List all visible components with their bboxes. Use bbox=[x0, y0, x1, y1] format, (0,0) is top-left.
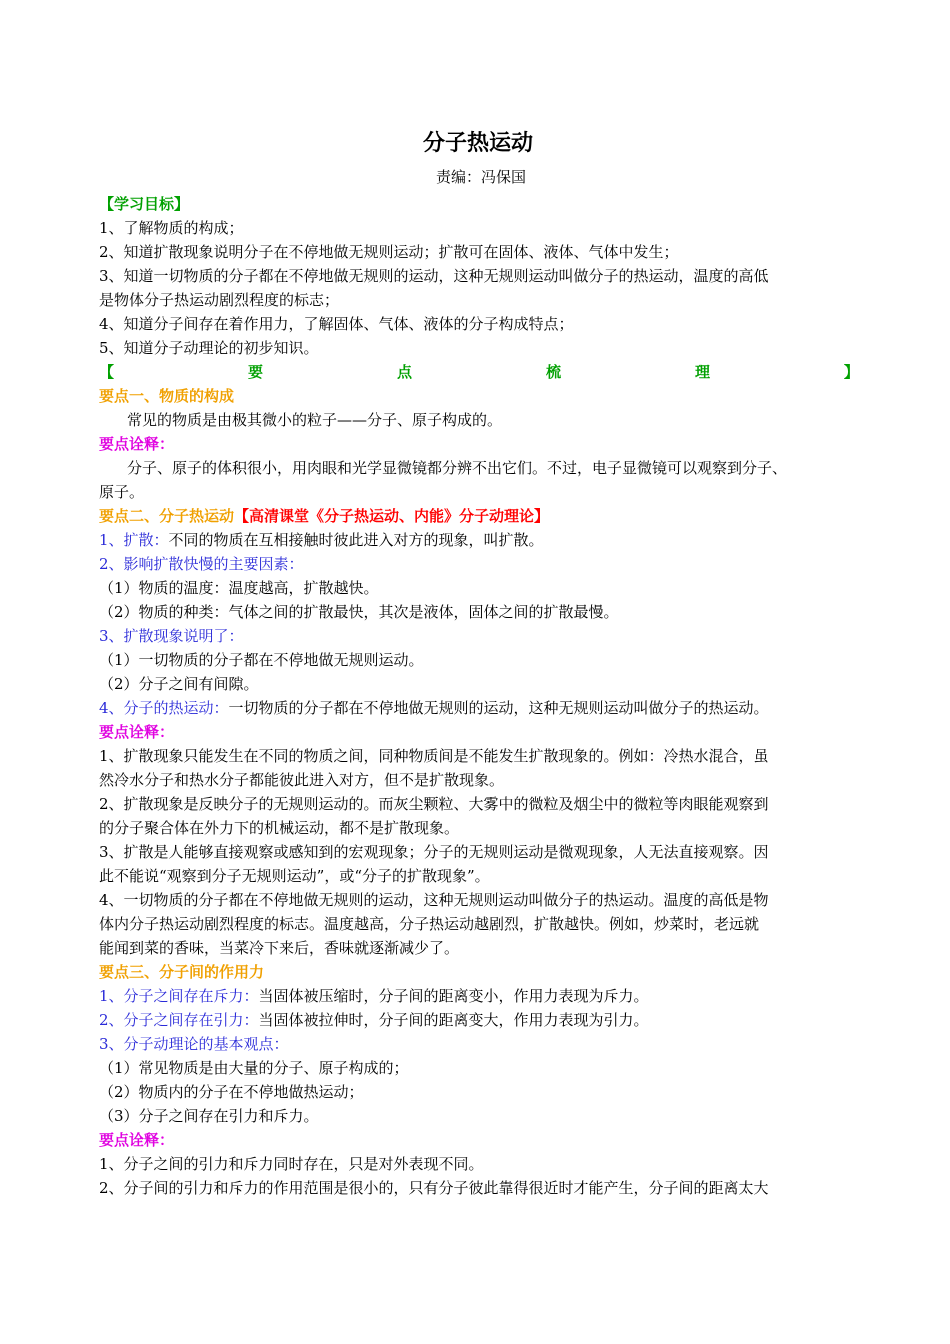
outline-char: 【 bbox=[99, 363, 115, 381]
point2-item1-label: 1、扩散： bbox=[99, 531, 169, 549]
point3-item3-sub: （3）分子之间存在引力和斥力。 bbox=[99, 1107, 319, 1125]
point1-note-line: 原子。 bbox=[99, 483, 145, 501]
point1-note-line: 分子、原子的体积很小，用肉眼和光学显微镜都分辨不出它们。不过，电子显微镜可以观察到分子、 bbox=[127, 459, 788, 477]
point3-note-line: 1、分子之间的引力和斥力同时存在，只是对外表现不同。 bbox=[99, 1155, 484, 1173]
point3-item2-label: 2、分子之间存在引力： bbox=[99, 1011, 259, 1029]
point2-item1-text: 不同的物质在互相接触时彼此进入对方的现象，叫扩散。 bbox=[168, 531, 544, 549]
goal-item: 2、知道扩散现象说明分子在不停地做无规则运动；扩散可在固体、液体、气体中发生； bbox=[99, 243, 679, 261]
point2-note-line: 能闻到菜的香味，当菜冷下来后，香味就逐渐减少了。 bbox=[99, 939, 460, 957]
point2-note-line: 体内分子热运动剧烈程度的标志。温度越高，分子热运动越剧烈，扩散越快。例如，炒菜时，老远就 bbox=[99, 915, 760, 933]
point2-item2-label: 2、影响扩散快慢的主要因素： bbox=[99, 555, 304, 573]
point2-item3-sub: （2）分子之间有间隙。 bbox=[99, 675, 259, 693]
outline-char: 梳 bbox=[545, 363, 561, 381]
outline-char: 】 bbox=[843, 363, 859, 381]
point3-item3-sub: （2）物质内的分子在不停地做热运动； bbox=[99, 1083, 364, 1101]
point3-item3-sub: （1）常见物质是由大量的分子、原子构成的； bbox=[99, 1059, 409, 1077]
point2-note-line: 的分子聚合体在外力下的机械运动，都不是扩散现象。 bbox=[99, 819, 460, 837]
point2-item4-label: 4、分子的热运动： bbox=[99, 699, 229, 717]
point2-note-line: 1、扩散现象只能发生在不同的物质之间，同种物质间是不能发生扩散现象的。例如：冷热水混合，虽 bbox=[99, 747, 769, 765]
outline-heading bbox=[99, 360, 859, 384]
outline-char: 点 bbox=[396, 363, 412, 381]
point2-item3-sub: （1）一切物质的分子都在不停地做无规则运动。 bbox=[99, 651, 424, 669]
document-page bbox=[99, 126, 859, 1200]
goal-item: 1、了解物质的构成； bbox=[99, 219, 244, 237]
goal-item: 是物体分子热运动剧烈程度的标志； bbox=[99, 291, 340, 309]
point3-item1-text: 当固体被压缩时，分子间的距离变小，作用力表现为斥力。 bbox=[258, 987, 649, 1005]
point3-heading: 要点三、分子间的作用力 bbox=[99, 963, 265, 981]
goal-item: 4、知道分子间存在着作用力，了解固体、气体、液体的分子构成特点； bbox=[99, 315, 574, 333]
point2-note-line: 3、扩散是人能够直接观察或感知到的宏观现象；分子的无规则运动是微观现象，人无法直接观察。因 bbox=[99, 843, 769, 861]
point2-note-line: 4、一切物质的分子都在不停地做无规则的运动，这种无规则运动叫做分子的热运动。温度的高低是物 bbox=[99, 891, 769, 909]
point2-note-line: 此不能说“观察到分子无规则运动”，或“分子的扩散现象”。 bbox=[99, 867, 490, 885]
editor-line: 责编：冯保国 bbox=[435, 168, 526, 186]
page-title: 分子热运动 bbox=[422, 131, 533, 156]
point3-item3-label: 3、分子动理论的基本观点： bbox=[99, 1035, 289, 1053]
point2-item2-sub: （1）物质的温度：温度越高，扩散越快。 bbox=[99, 579, 379, 597]
point2-item bbox=[99, 696, 859, 720]
point2-note-heading: 要点诠释： bbox=[99, 723, 175, 741]
point2-item2-sub: （2）物质的种类：气体之间的扩散最快，其次是液体，固体之间的扩散最慢。 bbox=[99, 603, 619, 621]
point3-item bbox=[99, 984, 859, 1008]
point3-note-heading: 要点诠释： bbox=[99, 1131, 175, 1149]
point2-note-line: 2、扩散现象是反映分子的无规则运动的。而灰尘颗粒、大雾中的微粒及烟尘中的微粒等肉眼能观察到 bbox=[99, 795, 769, 813]
point2-item4-text: 一切物质的分子都在不停地做无规则的运动，这种无规则运动叫做分子的热运动。 bbox=[228, 699, 769, 717]
point3-item2-text: 当固体被拉伸时，分子间的距离变大，作用力表现为引力。 bbox=[258, 1011, 649, 1029]
point2-heading-line bbox=[99, 504, 859, 528]
goals-heading: 【学习目标】 bbox=[99, 195, 190, 213]
goal-item: 3、知道一切物质的分子都在不停地做无规则的运动，这种无规则运动叫做分子的热运动，温度的高低 bbox=[99, 267, 769, 285]
outline-char: 理 bbox=[694, 363, 710, 381]
point2-heading-extra: 【高清课堂《分子热运动、内能》分子动理论】 bbox=[234, 507, 550, 525]
point3-item bbox=[99, 1008, 859, 1032]
point1-note-heading: 要点诠释： bbox=[99, 435, 175, 453]
point2-heading: 要点二、分子热运动 bbox=[99, 507, 235, 525]
point1-body: 常见的物质是由极其微小的粒子——分子、原子构成的。 bbox=[127, 411, 503, 429]
point2-item3-label: 3、扩散现象说明了： bbox=[99, 627, 244, 645]
point3-note-line: 2、分子间的引力和斥力的作用范围是很小的，只有分子彼此靠得很近时才能产生，分子间的距离太大 bbox=[99, 1179, 769, 1197]
goal-item: 5、知道分子动理论的初步知识。 bbox=[99, 339, 319, 357]
point2-item bbox=[99, 528, 859, 552]
point3-item1-label: 1、分子之间存在斥力： bbox=[99, 987, 259, 1005]
outline-char: 要 bbox=[247, 363, 263, 381]
point1-heading: 要点一、物质的构成 bbox=[99, 387, 235, 405]
point2-note-line: 然冷水分子和热水分子都能彼此进入对方，但不是扩散现象。 bbox=[99, 771, 505, 789]
